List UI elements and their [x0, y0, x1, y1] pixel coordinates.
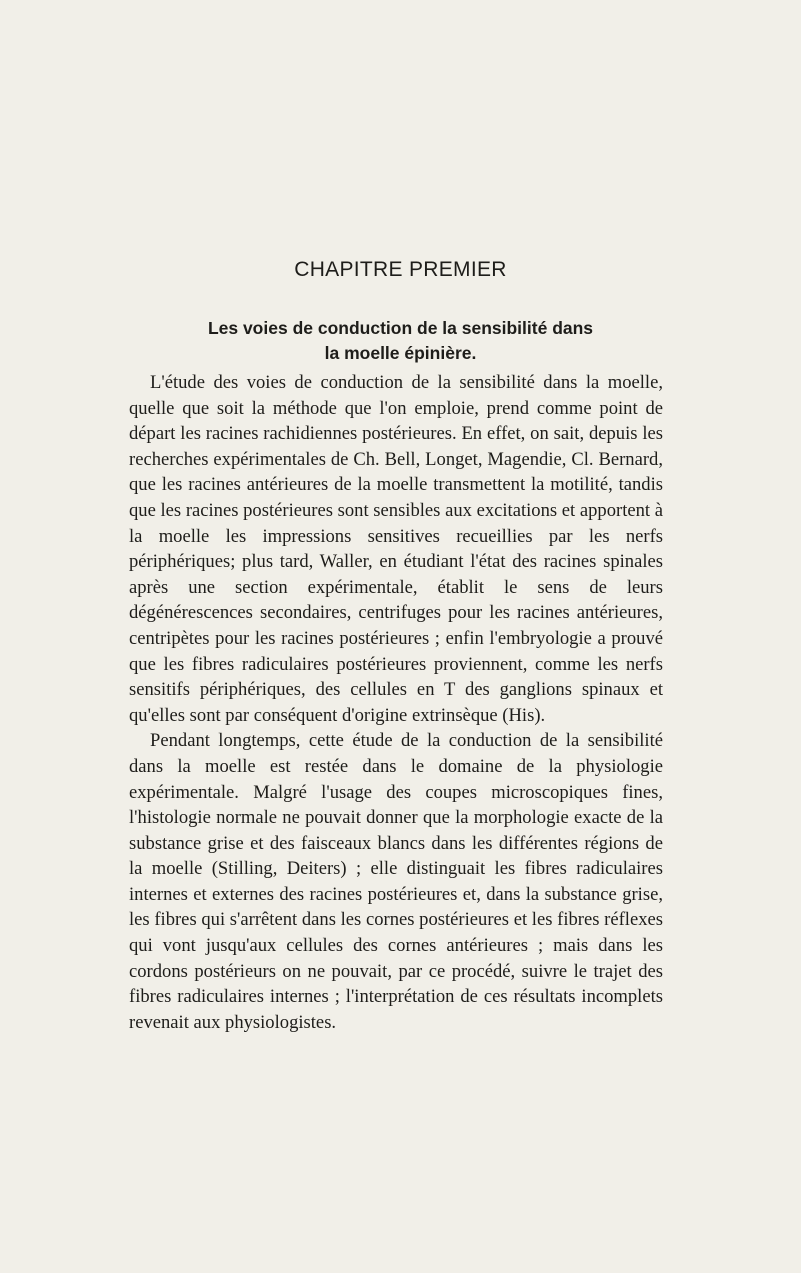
paragraph-2: Pendant longtemps, cette étude de la conduction de la sensibilité dans la moelle est restée dans le domaine de la physiologie expérimentale. Malgré l'usage des coupes microscopiques fines, l'histologie normale ne pouvait donner que la morphologie exacte de la substance grise et des faisceaux blancs dans les différentes régions de la moelle (Stilling, Deiters) ; elle distinguait les fibres radiculaires internes et externes des racines postérieures et, dans la substance grise, les fibres qui s'arrêtent dans les cornes postérieures et les fibres réflexes qui vont jusqu'aux cellules des cornes antérieures ; mais dans les cordons postérieurs on ne pouvait, par ce procédé, suivre le trajet des fibres radiculaires internes ; l'interprétation de ces résultats incomplets revenait aux physiologistes.: [129, 730, 663, 1033]
section-title-line-2: la moelle épinière.: [324, 343, 477, 363]
paragraph-1: L'étude des voies de conduction de la sensibilité dans la moelle, quelle que soit la méthode que l'on emploie, prend comme point de départ les racines rachidiennes postérieures. En effet, on sait, depuis les recherches expérimentales de Ch. Bell, Longet, Magendie, Cl. Bernard, que les racines antérieures de la moelle transmettent la motilité, tandis que les racines postérieures sont sensibles aux excitations et apportent à la moelle les impressions sensitives recueillies par les nerfs périphériques; plus tard, Waller, en étudiant l'état des racines spinales après une section expérimentale, établit le sens de leurs dégénérescences secondaires, centrifuges pour les racines antérieures, centripètes pour les racines postérieures ; enfin l'embryologie a prouvé que les fibres radiculaires postérieures proviennent, comme les nerfs sensitifs périphériques, des cellules en T des ganglions spinaux et qu'elles sont par conséquent d'origine extrinsèque (His).: [129, 372, 663, 726]
chapter-heading: CHAPITRE PREMIER: [294, 258, 507, 281]
section-title: [0, 316, 801, 366]
body-text: [129, 370, 663, 1035]
section-title-line-1: Les voies de conduction de la sensibilité dans: [207, 318, 594, 338]
